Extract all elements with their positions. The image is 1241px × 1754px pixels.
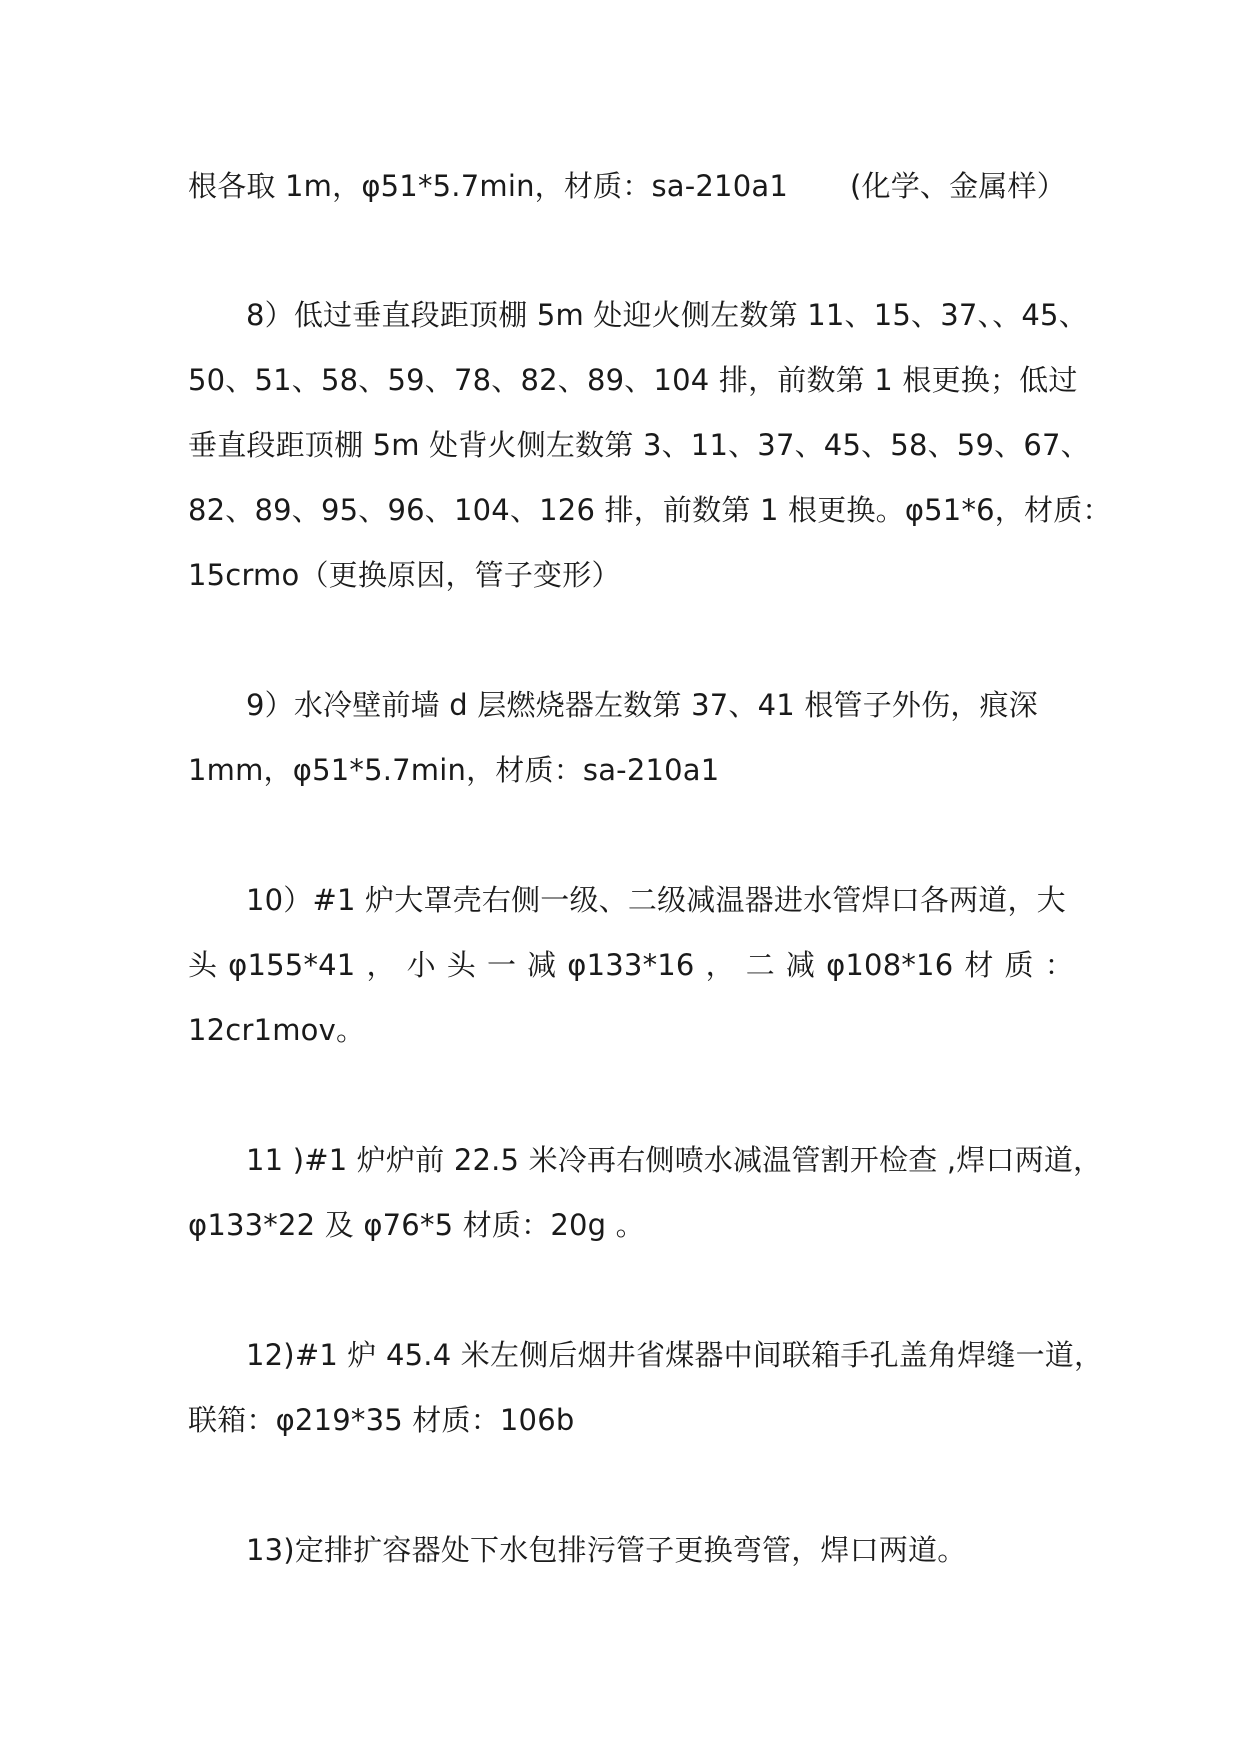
token: 减 [527,948,557,982]
paragraph-7-continuation [188,166,1066,206]
text-line: 12)#1 炉 45.4 米左侧后烟井省煤器中间联箱手孔盖角焊缝一道， [246,1338,1104,1372]
token: 减 [785,948,816,982]
token: ， [705,948,735,982]
text-line: 联箱：φ219*35 材质：106b [188,1403,575,1437]
text-line: 8）低过垂直段距顶棚 5m 处迎火侧左数第 11、15、37、、45、 [246,298,1088,332]
text-line: 11 )#1 炉炉前 22.5 米冷再右侧喷水减温管割开检查 ,焊口两道， [246,1143,1103,1177]
text-line: 1mm，φ51*5.7min，材质：sa-210a1 [188,753,720,787]
token: ： [1044,948,1074,982]
text-line: 15crmo（更换原因，管子变形） [188,558,621,592]
token: φ155*41 [228,948,356,982]
token: 头 [188,948,218,982]
token: φ133*16 [567,948,695,982]
token: 一 [486,948,517,982]
justified-line [188,945,1074,985]
text-line: φ133*22 及 φ76*5 材质：20g 。 [188,1208,645,1242]
text-line: 9）水冷壁前墙 d 层燃烧器左数第 37、41 根管子外伤，痕深 [246,688,1038,722]
text-line: 50、51、58、59、78、82、89、104 排，前数第 1 根更换；低过 [188,363,1078,397]
token: 头 [446,948,476,982]
text-line: 13)定排扩容器处下水包排污管子更换弯管，焊口两道。 [246,1533,967,1567]
token: ， [366,948,396,982]
text-line: 82、89、95、96、104、126 排，前数第 1 根更换。φ51*6，材质： [188,493,1112,527]
token: 二 [745,948,775,982]
text-line: 12cr1mov。 [188,1013,366,1047]
token: 质 [1004,948,1034,982]
text-line: 根各取 1m，φ51*5.7min，材质：sa-210a1 [188,169,788,203]
token: 材 [964,948,994,982]
text-line: 10）#1 炉大罩壳右侧一级、二级减温器进水管焊口各两道，大 [246,883,1066,917]
text-line: 垂直段距顶棚 5m 处背火侧左数第 3、11、37、45、58、59、67、 [188,428,1090,462]
token: 小 [406,948,436,982]
text-line: (化学、金属样） [849,169,1066,203]
token: φ108*16 [826,948,954,982]
